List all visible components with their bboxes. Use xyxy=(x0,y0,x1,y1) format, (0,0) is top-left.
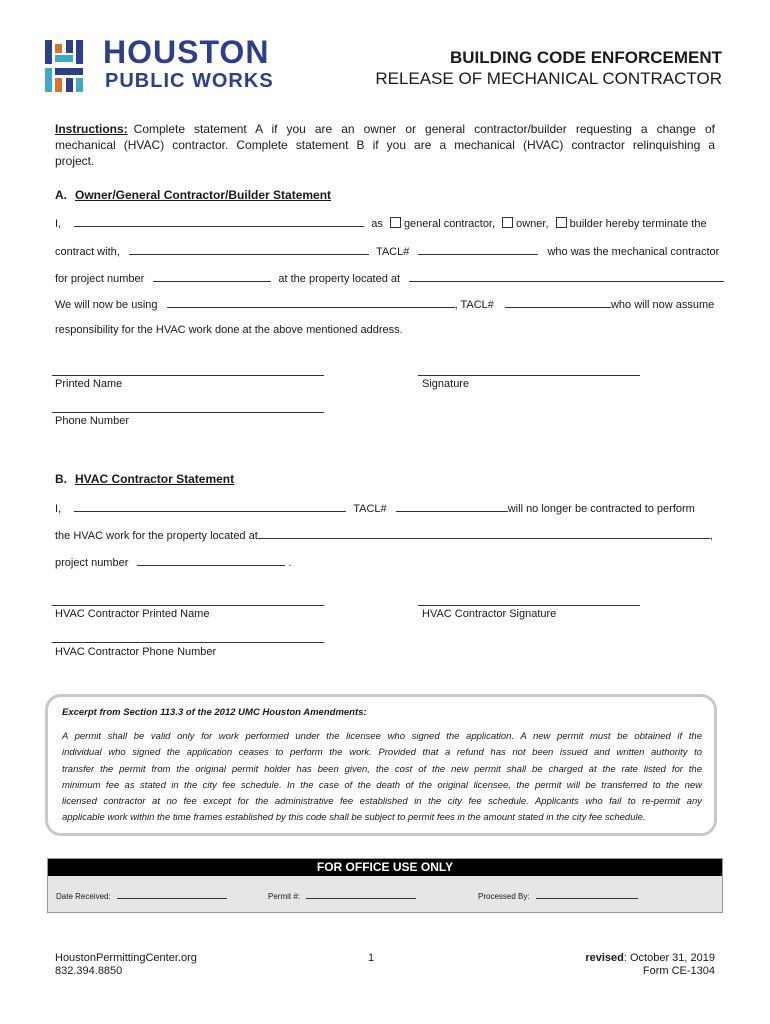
instructions-label: Instructions: xyxy=(55,122,128,136)
owner-checkbox[interactable] xyxy=(502,217,513,228)
permit-field xyxy=(268,890,416,901)
revised-date: : October 31, 2019 xyxy=(623,952,715,964)
printed-name-line[interactable] xyxy=(52,375,324,376)
builder-checkbox[interactable] xyxy=(556,217,567,228)
date-received-blank[interactable] xyxy=(117,890,227,899)
revised-label: revised xyxy=(585,952,624,964)
row-text: , TACL# xyxy=(454,299,494,311)
hvac-phone-line[interactable] xyxy=(52,642,324,643)
section-b-title: HVAC Contractor Statement xyxy=(75,472,235,486)
section-b-row3 xyxy=(55,555,292,569)
signature-line[interactable] xyxy=(418,375,640,376)
row-text: . xyxy=(288,557,292,569)
office-use-title: FOR OFFICE USE ONLY xyxy=(48,859,722,876)
date-received-field xyxy=(56,890,227,901)
permit-blank[interactable] xyxy=(306,890,416,899)
section-a-row5: responsibility for the HVAC work done at the above mentioned address. xyxy=(55,324,403,336)
excerpt-box xyxy=(45,694,717,836)
row-text: as xyxy=(371,218,383,230)
section-b-letter: B. xyxy=(55,472,67,486)
phone-line[interactable] xyxy=(52,412,324,413)
row-text: will no longer be contracted to perform xyxy=(507,503,695,515)
excerpt-body xyxy=(62,729,702,827)
instructions xyxy=(55,121,715,169)
logo-houston: HOUSTON xyxy=(103,34,270,70)
row-text: general contractor, xyxy=(403,218,496,230)
section-b-row2 xyxy=(55,528,713,542)
hvac-project-number-blank[interactable] xyxy=(137,555,285,566)
contract-with-blank[interactable] xyxy=(129,244,369,255)
page-subtitle: RELEASE OF MECHANICAL CONTRACTOR xyxy=(375,69,722,88)
hvac-printed-name-label: HVAC Contractor Printed Name xyxy=(55,608,210,620)
footer-phone: 832.394.8850 xyxy=(55,965,123,977)
name-blank[interactable] xyxy=(74,216,364,227)
general-contractor-checkbox[interactable] xyxy=(390,217,401,228)
row-text: contract with, xyxy=(55,246,120,258)
hvac-printed-name-line[interactable] xyxy=(52,605,324,606)
section-b-heading xyxy=(55,472,234,486)
row-text: at the property located at xyxy=(278,273,401,285)
property-address-blank[interactable] xyxy=(409,271,724,282)
page-title: BUILDING CODE ENFORCEMENT xyxy=(450,48,722,67)
hvac-name-blank[interactable] xyxy=(74,501,346,512)
instructions-line3: project. xyxy=(55,154,95,168)
row-text: owner, xyxy=(516,218,549,230)
excerpt-line: licensed contractor at no fee except for the administrative fee established in the city fee schedule. Applicants who fail to re-permit any xyxy=(62,796,702,808)
row-text: We will now be using xyxy=(55,299,158,311)
row-text: for project number xyxy=(55,273,145,285)
new-contractor-blank[interactable] xyxy=(167,297,455,308)
tacl-blank[interactable] xyxy=(418,244,538,255)
hvac-property-blank[interactable] xyxy=(258,528,710,539)
permit-label: Permit #: xyxy=(268,892,301,901)
logo-public-works: PUBLIC WORKS xyxy=(105,70,274,92)
row-text: I, xyxy=(55,218,62,230)
printed-name-label: Printed Name xyxy=(55,378,123,390)
excerpt-line: A permit shall be valid only for work performed under the licensee who signed the application. A new permit must be obtained if the xyxy=(62,731,702,742)
row-text: the HVAC work for the property located at xyxy=(55,530,258,542)
row-text: TACL# xyxy=(375,246,410,258)
project-number-blank[interactable] xyxy=(153,271,271,282)
new-tacl-blank[interactable] xyxy=(505,297,611,308)
row-text: who will now assume xyxy=(610,299,715,311)
row-text: builder hereby terminate the xyxy=(569,218,707,230)
excerpt-line: transfer the permit from the original permit holder has been given, the cost of the new permit shall be charged at the rate listed for the xyxy=(62,763,702,775)
section-b-row1 xyxy=(55,501,695,515)
section-a-row4 xyxy=(55,297,714,311)
section-a-title: Owner/General Contractor/Builder Statement xyxy=(75,188,332,202)
section-a-letter: A. xyxy=(55,188,67,202)
row-text: , xyxy=(709,530,713,542)
row-text: who was the mechanical contractor xyxy=(547,246,720,258)
page-number: 1 xyxy=(368,952,375,964)
hvac-signature-label: HVAC Contractor Signature xyxy=(422,608,557,620)
section-a-row1 xyxy=(55,216,715,230)
processed-by-blank[interactable] xyxy=(536,890,638,899)
hvac-tacl-blank[interactable] xyxy=(396,501,508,512)
signature-label: Signature xyxy=(422,378,470,390)
section-a-row2 xyxy=(55,244,719,258)
section-a-heading xyxy=(55,188,331,202)
logo xyxy=(43,34,303,94)
excerpt-title: Excerpt from Section 113.3 of the 2012 UMC Houston Amendments: xyxy=(62,707,367,718)
row-text: project number xyxy=(55,557,129,569)
excerpt-line: applicable work within the time frames established by this code shall be subject to permit fees in the amount stated in the city fee schedule. xyxy=(62,812,646,824)
row-text: I, xyxy=(55,503,62,515)
processed-by-label: Processed By: xyxy=(478,892,530,901)
excerpt-line: minimum fee as stated in the city fee schedule. In the case of the death of the original licensee, the permit will be transferred to the new xyxy=(62,779,702,791)
processed-by-field xyxy=(478,890,638,901)
excerpt-line: individual who signed the application ceases to perform the work. Provided that a refund has not been issued and written authority to xyxy=(62,747,702,759)
date-received-label: Date Received: xyxy=(56,892,111,901)
hvac-phone-label: HVAC Contractor Phone Number xyxy=(55,646,217,658)
footer-website: HoustonPermittingCenter.org xyxy=(55,952,197,964)
section-a-row3 xyxy=(55,271,724,285)
instructions-line2: mechanical (HVAC) contractor. Complete statement B if you are a mechanical (HVAC) contractor relinquishing a xyxy=(55,138,715,152)
phone-label: Phone Number xyxy=(55,415,129,427)
footer-revised xyxy=(585,952,715,964)
form-number: Form CE-1304 xyxy=(642,965,715,977)
instructions-line1: Complete statement A if you are an owner or general contractor/builder requesting a change of xyxy=(133,122,715,136)
logo-mark-icon xyxy=(43,38,95,94)
hvac-signature-line[interactable] xyxy=(418,605,640,606)
office-use-panel xyxy=(47,858,723,913)
row-text: TACL# xyxy=(353,503,387,515)
